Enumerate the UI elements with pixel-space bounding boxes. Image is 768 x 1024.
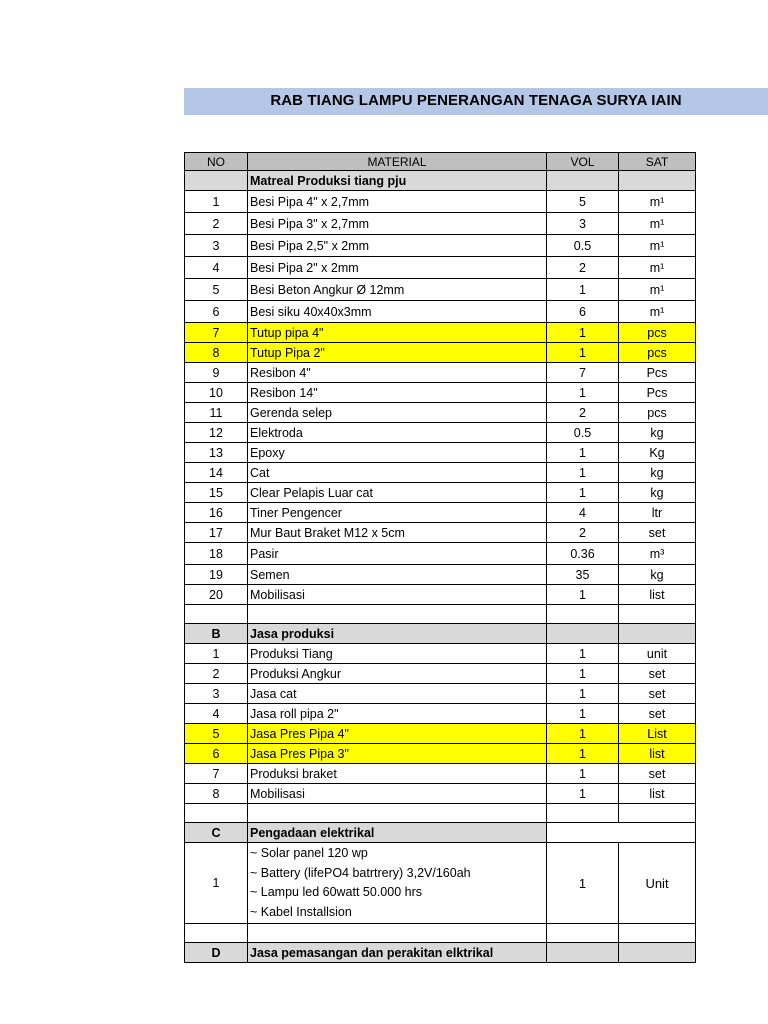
row-material-list — [248, 843, 547, 924]
blank-cell — [185, 804, 248, 823]
row-no: 10 — [185, 383, 248, 403]
row-material: Produksi Tiang — [248, 644, 547, 664]
row-material: Mobilisasi — [248, 585, 547, 605]
row-no: 14 — [185, 463, 248, 483]
row-vol: 35 — [547, 565, 619, 585]
section-d-header — [185, 943, 696, 963]
row-material: Besi Pipa 2,5" x 2mm — [248, 235, 547, 257]
table-row — [185, 443, 696, 463]
row-material: Jasa roll pipa 2" — [248, 704, 547, 724]
row-material: Tutup pipa 4" — [248, 323, 547, 343]
row-no: 15 — [185, 483, 248, 503]
row-no: 1 — [185, 843, 248, 924]
blank-cell — [547, 605, 619, 624]
row-sat: m¹ — [619, 301, 696, 323]
row-material: Besi Beton Angkur Ø 12mm — [248, 279, 547, 301]
section-a-code — [185, 171, 248, 191]
row-material: Elektroda — [248, 423, 547, 443]
row-no: 1 — [185, 191, 248, 213]
row-sat: pcs — [619, 323, 696, 343]
row-no: 9 — [185, 363, 248, 383]
table-row — [185, 383, 696, 403]
row-vol: 2 — [547, 257, 619, 279]
row-vol: 1 — [547, 724, 619, 744]
section-d-sat — [619, 943, 696, 963]
row-material: Resibon 14" — [248, 383, 547, 403]
table-row — [185, 744, 696, 764]
table-row — [185, 403, 696, 423]
material-line: ~ Lampu led 60watt 50.000 hrs — [250, 885, 422, 899]
blank-row — [185, 804, 696, 823]
table-row — [185, 764, 696, 784]
rab-table — [184, 152, 696, 963]
blank-cell — [248, 605, 547, 624]
row-material: Clear Pelapis Luar cat — [248, 483, 547, 503]
row-sat: m¹ — [619, 257, 696, 279]
row-vol: 1 — [547, 664, 619, 684]
section-d-code: D — [185, 943, 248, 963]
row-vol: 1 — [547, 343, 619, 363]
row-no: 5 — [185, 724, 248, 744]
row-sat: m¹ — [619, 213, 696, 235]
row-vol: 3 — [547, 213, 619, 235]
row-sat: List — [619, 724, 696, 744]
table-row — [185, 257, 696, 279]
row-material: Jasa Pres Pipa 3" — [248, 744, 547, 764]
header-no: NO — [185, 153, 248, 171]
row-no: 13 — [185, 443, 248, 463]
row-sat: Unit — [619, 843, 696, 924]
row-no: 20 — [185, 585, 248, 605]
row-material: Tutup Pipa 2" — [248, 343, 547, 363]
row-sat: list — [619, 585, 696, 605]
table-row — [185, 644, 696, 664]
header-material: MATERIAL — [248, 153, 547, 171]
section-a-label: Matreal Produksi tiang pju — [248, 171, 547, 191]
row-sat: m¹ — [619, 191, 696, 213]
row-vol: 6 — [547, 301, 619, 323]
row-vol: 1 — [547, 784, 619, 804]
table-row — [185, 784, 696, 804]
row-sat: m³ — [619, 543, 696, 565]
row-vol: 1 — [547, 323, 619, 343]
table-row — [185, 301, 696, 323]
row-vol: 1 — [547, 585, 619, 605]
row-material: Besi siku 40x40x3mm — [248, 301, 547, 323]
row-sat: set — [619, 704, 696, 724]
row-no: 4 — [185, 257, 248, 279]
row-no: 5 — [185, 279, 248, 301]
table-row — [185, 363, 696, 383]
material-line: ~ Battery (lifePO4 batrtrery) 3,2V/160ah — [250, 865, 471, 880]
row-vol: 1 — [547, 843, 619, 924]
row-sat: kg — [619, 565, 696, 585]
header-vol: VOL — [547, 153, 619, 171]
row-vol: 7 — [547, 363, 619, 383]
table-row — [185, 724, 696, 744]
row-sat: pcs — [619, 403, 696, 423]
blank-cell — [619, 605, 696, 624]
row-no: 6 — [185, 744, 248, 764]
row-sat: set — [619, 664, 696, 684]
row-vol: 1 — [547, 483, 619, 503]
row-material: Cat — [248, 463, 547, 483]
row-vol: 1 — [547, 764, 619, 784]
row-material: Produksi Angkur — [248, 664, 547, 684]
table-row — [185, 213, 696, 235]
section-c-sat — [619, 823, 696, 843]
row-vol: 1 — [547, 383, 619, 403]
table-row — [185, 585, 696, 605]
blank-cell — [547, 804, 619, 823]
blank-cell — [185, 605, 248, 624]
row-sat: kg — [619, 423, 696, 443]
row-material: Besi Pipa 4" x 2,7mm — [248, 191, 547, 213]
row-sat: kg — [619, 463, 696, 483]
row-material: Pasir — [248, 543, 547, 565]
section-b-sat — [619, 624, 696, 644]
row-vol: 1 — [547, 684, 619, 704]
rab-table-body — [185, 153, 696, 963]
table-row — [185, 235, 696, 257]
blank-row — [185, 605, 696, 624]
blank-row — [185, 924, 696, 943]
table-row — [185, 191, 696, 213]
row-material: Resibon 4" — [248, 363, 547, 383]
row-vol: 0.5 — [547, 235, 619, 257]
row-material: Produksi braket — [248, 764, 547, 784]
section-c-code: C — [185, 823, 248, 843]
row-material: Gerenda selep — [248, 403, 547, 423]
table-row — [185, 684, 696, 704]
section-b-header — [185, 624, 696, 644]
section-c-vol — [547, 823, 619, 843]
table-header-row — [185, 153, 696, 171]
row-no: 6 — [185, 301, 248, 323]
title-bar — [184, 88, 768, 115]
row-material: Semen — [248, 565, 547, 585]
section-a-header — [185, 171, 696, 191]
row-no: 4 — [185, 704, 248, 724]
row-no: 16 — [185, 503, 248, 523]
row-sat: list — [619, 744, 696, 764]
row-material: Besi Pipa 3" x 2,7mm — [248, 213, 547, 235]
section-a-vol — [547, 171, 619, 191]
blank-cell — [619, 924, 696, 943]
row-vol: 1 — [547, 644, 619, 664]
row-no: 12 — [185, 423, 248, 443]
section-d-label: Jasa pemasangan dan perakitan elktrikal — [248, 943, 547, 963]
table-row — [185, 463, 696, 483]
table-row — [185, 523, 696, 543]
row-vol: 1 — [547, 443, 619, 463]
row-vol: 0.5 — [547, 423, 619, 443]
page-title: RAB TIANG LAMPU PENERANGAN TENAGA SURYA IAIN — [270, 92, 682, 109]
row-material: Mur Baut Braket M12 x 5cm — [248, 523, 547, 543]
section-b-label: Jasa produksi — [248, 624, 547, 644]
row-sat: unit — [619, 644, 696, 664]
row-no: 7 — [185, 323, 248, 343]
row-vol: 0.36 — [547, 543, 619, 565]
row-material: Jasa cat — [248, 684, 547, 704]
section-b-vol — [547, 624, 619, 644]
table-row — [185, 565, 696, 585]
row-vol: 2 — [547, 403, 619, 423]
row-vol: 1 — [547, 463, 619, 483]
row-sat: set — [619, 523, 696, 543]
section-d-vol — [547, 943, 619, 963]
row-no: 7 — [185, 764, 248, 784]
section-a-sat — [619, 171, 696, 191]
row-no: 1 — [185, 644, 248, 664]
row-sat: Kg — [619, 443, 696, 463]
row-no: 2 — [185, 664, 248, 684]
row-sat: m¹ — [619, 235, 696, 257]
table-row — [185, 343, 696, 363]
row-vol: 1 — [547, 744, 619, 764]
row-no: 11 — [185, 403, 248, 423]
row-vol: 1 — [547, 704, 619, 724]
material-line: ~ Solar panel 120 wp — [250, 846, 368, 860]
row-sat: ltr — [619, 503, 696, 523]
row-sat: m¹ — [619, 279, 696, 301]
row-sat: set — [619, 764, 696, 784]
blank-cell — [248, 804, 547, 823]
row-no: 8 — [185, 784, 248, 804]
table-row — [185, 664, 696, 684]
row-material: Epoxy — [248, 443, 547, 463]
table-row — [185, 323, 696, 343]
row-sat: pcs — [619, 343, 696, 363]
row-vol: 5 — [547, 191, 619, 213]
row-no: 2 — [185, 213, 248, 235]
row-no: 3 — [185, 235, 248, 257]
header-sat: SAT — [619, 153, 696, 171]
row-material: Tiner Pengencer — [248, 503, 547, 523]
row-material: Jasa Pres Pipa 4" — [248, 724, 547, 744]
table-row — [185, 503, 696, 523]
blank-cell — [248, 924, 547, 943]
table-row — [185, 704, 696, 724]
table-row — [185, 279, 696, 301]
blank-cell — [619, 804, 696, 823]
section-c-label: Pengadaan elektrikal — [248, 823, 547, 843]
section-c-header — [185, 823, 696, 843]
row-no: 19 — [185, 565, 248, 585]
table-row — [185, 423, 696, 443]
row-no: 3 — [185, 684, 248, 704]
row-vol: 1 — [547, 279, 619, 301]
row-sat: kg — [619, 483, 696, 503]
row-sat: Pcs — [619, 363, 696, 383]
row-vol: 4 — [547, 503, 619, 523]
row-material: Besi Pipa 2" x 2mm — [248, 257, 547, 279]
row-material: Mobilisasi — [248, 784, 547, 804]
material-line: ~ Kabel Installsion — [250, 904, 352, 919]
row-sat: set — [619, 684, 696, 704]
table-row — [185, 483, 696, 503]
section-c-item-row — [185, 843, 696, 924]
table-row — [185, 543, 696, 565]
blank-cell — [547, 924, 619, 943]
row-vol: 2 — [547, 523, 619, 543]
row-no: 18 — [185, 543, 248, 565]
row-no: 17 — [185, 523, 248, 543]
row-sat: list — [619, 784, 696, 804]
blank-cell — [185, 924, 248, 943]
row-no: 8 — [185, 343, 248, 363]
row-sat: Pcs — [619, 383, 696, 403]
section-b-code: B — [185, 624, 248, 644]
